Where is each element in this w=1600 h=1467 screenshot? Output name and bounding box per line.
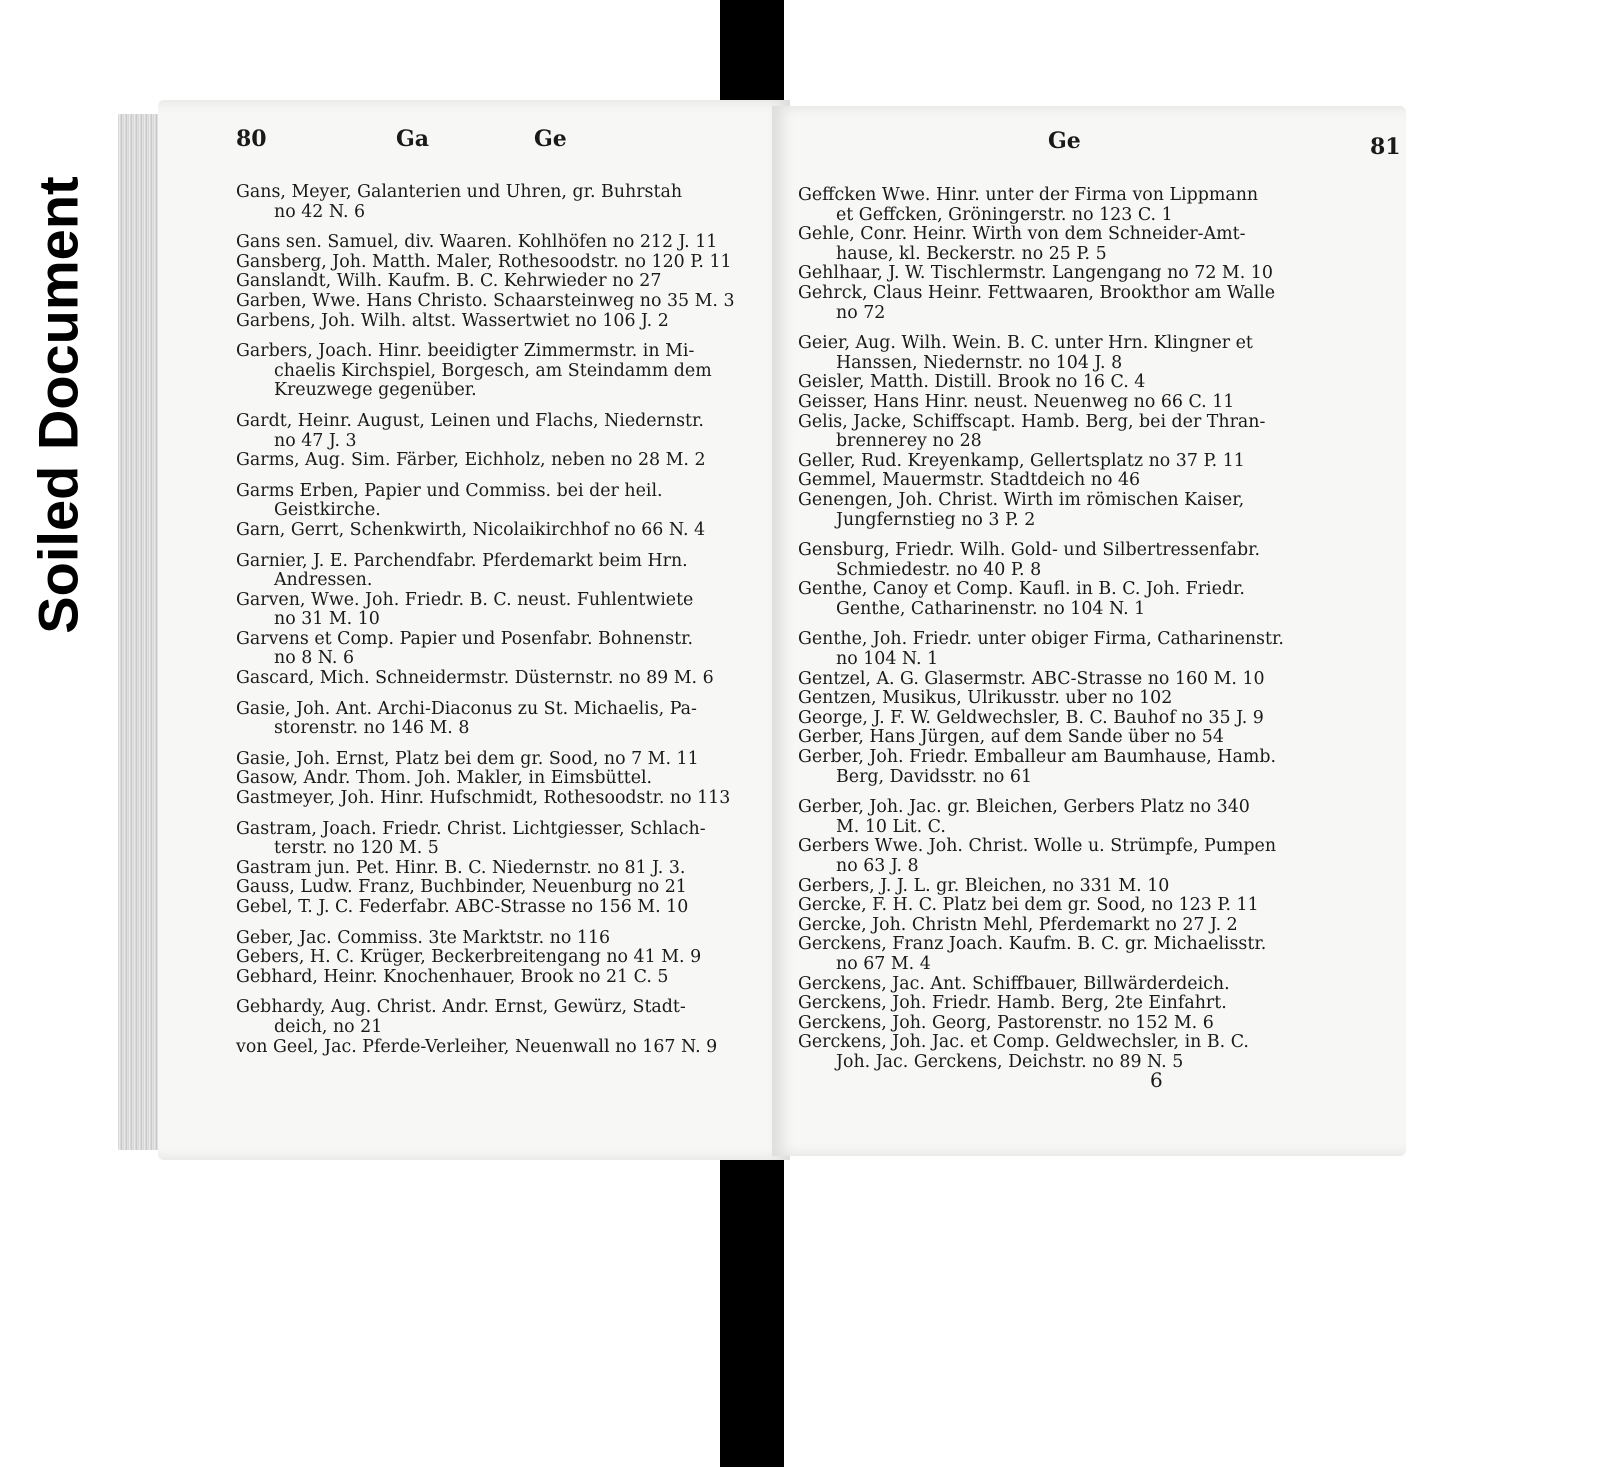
directory-entry: [798, 471, 1394, 491]
directory-entry: [798, 334, 1394, 373]
directory-entry: [798, 373, 1394, 393]
directory-entry: [798, 413, 1394, 452]
entry-line: Gemmel, Mauermstr. Stadtdeich no 46: [798, 470, 1141, 491]
entry-continuation-line: no 63 J. 8: [836, 856, 919, 876]
entry-continuation-line: terstr. no 120 M. 5: [274, 838, 439, 859]
entry-continuation-line: hause, kl. Beckerstr. no 25 P. 5: [836, 243, 1107, 264]
entry-continuation-line: M. 10 Lit. C.: [836, 816, 946, 837]
directory-entry: [236, 183, 784, 222]
directory-entry: [236, 272, 784, 292]
directory-entry: [236, 292, 784, 312]
entry-continuation-line: Berg, Davidsstr. no 61: [836, 766, 1033, 787]
entry-continuation-line: Genthe, Catharinenstr. no 104 N. 1: [836, 598, 1146, 619]
entry-line: Ganslandt, Wilh. Kaufm. B. C. Kehrwieder no 27: [236, 271, 662, 292]
directory-entry: [236, 789, 784, 809]
entry-line: Garvens et Comp. Papier und Posenfabr. Bohnenstr.: [236, 628, 694, 649]
directory-entry: [798, 935, 1394, 974]
directory-entry: [798, 541, 1394, 580]
entry-line: Garven, Wwe. Joh. Friedr. B. C. neust. Fuhlentwiete: [236, 589, 694, 610]
entry-line: Gerbers, J. J. L. gr. Bleichen, no 331 M. 10: [798, 875, 1170, 896]
entry-line: Gauss, Ludw. Franz, Buchbinder, Neuenburg no 21: [236, 877, 687, 898]
directory-entry: [236, 630, 784, 669]
entry-continuation-line: Andressen.: [274, 570, 373, 591]
entry-continuation-line: no 42 N. 6: [274, 201, 366, 222]
stamp-text: Soiled Document: [26, 176, 90, 634]
entry-continuation-line: Schmiedestr. no 40 P. 8: [836, 559, 1042, 580]
entry-line: Gehlhaar, J. W. Tischlermstr. Langengang no 72 M. 10: [798, 263, 1273, 284]
entry-line: Genthe, Canoy et Comp. Kaufl. in B. C. Joh. Friedr.: [798, 579, 1245, 600]
directory-entry: [798, 630, 1394, 669]
directory-entry: [798, 1033, 1394, 1072]
entry-line: Gasie, Joh. Ant. Archi-Diaconus zu St. Michaelis, Pa-: [236, 698, 697, 719]
directory-entry: [236, 859, 784, 879]
left-entries: [236, 183, 784, 1057]
directory-entry: [798, 393, 1394, 413]
entry-line: Gastram jun. Pet. Hinr. B. C. Niedernstr. no 81 J. 3.: [236, 857, 686, 878]
entry-line: Garbers, Joach. Hinr. beeidigter Zimmermstr. in Mi-: [236, 341, 695, 362]
directory-entry: [798, 709, 1394, 729]
entry-line: Gastram, Joach. Friedr. Christ. Lichtgiesser, Schlach-: [236, 818, 706, 839]
directory-entry: [236, 552, 784, 591]
entry-line: Gascard, Mich. Schneidermstr. Düsternstr. no 89 M. 6: [236, 668, 714, 689]
entry-continuation-line: brennerey no 28: [836, 431, 982, 452]
directory-entry: [236, 482, 784, 521]
directory-entry: [236, 669, 784, 689]
entry-line: Gehrck, Claus Heinr. Fettwaaren, Brookthor am Walle: [798, 282, 1276, 303]
directory-entry: [236, 1038, 784, 1058]
entry-line: Garben, Wwe. Hans Christo. Schaarsteinweg no 35 M. 3: [236, 290, 735, 311]
entry-continuation-line: Geistkirche.: [274, 500, 381, 521]
entry-continuation-line: deich, no 21: [274, 1016, 383, 1037]
directory-entry: [798, 670, 1394, 690]
directory-entry: [236, 412, 784, 451]
entry-line: Geller, Rud. Kreyenkamp, Gellertsplatz no 37 P. 11: [798, 450, 1245, 471]
entry-line: Gerber, Joh. Jac. gr. Bleichen, Gerbers Platz no 340: [798, 797, 1250, 818]
entry-line: Gensburg, Friedr. Wilh. Gold- und Silbertressenfabr.: [798, 540, 1261, 561]
entry-continuation-line: no 72: [836, 302, 886, 323]
entry-line: Gercke, F. H. C. Platz bei dem gr. Sood, no 123 P. 11: [798, 895, 1259, 916]
entry-line: Garms, Aug. Sim. Färber, Eichholz, neben no 28 M. 2: [236, 450, 706, 471]
directory-entry: [798, 896, 1394, 916]
entry-line: Garnier, J. E. Parchendfabr. Pferdemarkt beim Hrn.: [236, 550, 688, 571]
entry-continuation-line: no 8 N. 6: [274, 648, 355, 669]
entry-continuation-line: et Geffcken, Gröningerstr. no 123 C. 1: [836, 204, 1173, 225]
directory-entry: [798, 798, 1394, 837]
entry-line: Gardt, Heinr. August, Leinen und Flachs, Niedernstr.: [236, 410, 704, 431]
directory-entry: [236, 521, 784, 541]
entry-line: Gerbers Wwe. Joh. Christ. Wolle u. Strümpfe, Pumpen: [798, 836, 1277, 857]
directory-entry: [798, 689, 1394, 709]
entry-line: Gehle, Conr. Heinr. Wirth von dem Schneider-Amt-: [798, 224, 1246, 245]
entry-line: Gebhardy, Aug. Christ. Andr. Ernst, Gewürz, Stadt-: [236, 997, 686, 1018]
entry-line: Gebel, T. J. C. Federfabr. ABC-Strasse no 156 M. 10: [236, 897, 689, 917]
directory-entry: [798, 994, 1394, 1014]
entry-line: Gans sen. Samuel, div. Waaren. Kohlhöfen no 212 J. 11: [236, 232, 718, 253]
directory-entry: [236, 253, 784, 273]
directory-entry: [236, 898, 784, 918]
entry-line: Gastmeyer, Joh. Hinr. Hufschmidt, Rothesoodstr. no 113: [236, 788, 731, 809]
directory-entry: [798, 186, 1394, 225]
entry-line: Geier, Aug. Wilh. Wein. B. C. unter Hrn. Klingner et: [798, 333, 1253, 354]
entry-line: Garms Erben, Papier und Commiss. bei der heil.: [236, 480, 663, 501]
directory-entry: [236, 998, 784, 1037]
entry-line: Garbens, Joh. Wilh. altst. Wassertwiet no 106 J. 2: [236, 310, 669, 331]
directory-entry: [798, 1014, 1394, 1034]
soiled-document-stamp: [28, 150, 88, 660]
entry-continuation-line: chaelis Kirchspiel, Borgesch, am Steindamm dem: [274, 360, 712, 381]
left-page-number: 80: [236, 126, 267, 152]
entry-line: Geisser, Hans Hinr. neust. Neuenweg no 66 C. 11: [798, 391, 1235, 412]
entry-line: Gerckens, Joh. Georg, Pastorenstr. no 152 M. 6: [798, 1012, 1214, 1033]
entry-line: Gelis, Jacke, Schiffscapt. Hamb. Berg, bei der Thran-: [798, 411, 1266, 432]
entry-line: Garn, Gerrt, Schenkwirth, Nicolaikirchhof no 66 N. 4: [236, 519, 706, 540]
directory-entry: [236, 929, 784, 949]
directory-entry: [236, 591, 784, 630]
right-page-number: 81: [1370, 134, 1401, 160]
right-page: [772, 106, 1406, 1156]
entry-continuation-line: Kreuzwege gegenüber.: [274, 380, 477, 401]
directory-entry: [798, 225, 1394, 264]
entry-line: Geffcken Wwe. Hinr. unter der Firma von Lippmann: [798, 185, 1259, 205]
entry-continuation-line: Jungfernstieg no 3 P. 2: [836, 509, 1036, 530]
directory-entry: [236, 700, 784, 739]
left-header-ga: Ga: [396, 126, 430, 152]
entry-continuation-line: no 67 M. 4: [836, 953, 931, 974]
entry-line: Genengen, Joh. Christ. Wirth im römischen Kaiser,: [798, 489, 1245, 510]
directory-entry: [798, 284, 1394, 323]
directory-entry: [236, 451, 784, 471]
entry-line: Gasie, Joh. Ernst, Platz bei dem gr. Sood, no 7 M. 11: [236, 748, 699, 769]
entry-continuation-line: storenstr. no 146 M. 8: [274, 718, 470, 739]
entry-continuation-line: Hanssen, Niedernstr. no 104 J. 8: [836, 352, 1123, 373]
entry-continuation-line: no 104 N. 1: [836, 649, 939, 670]
binding-strip-top: [720, 0, 784, 102]
entry-continuation-line: no 31 M. 10: [274, 609, 380, 630]
directory-entry: [798, 491, 1394, 530]
entry-line: von Geel, Jac. Pferde-Verleiher, Neuenwall no 167 N. 9: [236, 1036, 718, 1057]
directory-entry: [798, 837, 1394, 876]
signature-mark: 6: [1150, 1068, 1163, 1092]
left-header-ge: Ge: [534, 126, 567, 152]
entry-line: Gentzel, A. G. Glasermstr. ABC-Strasse no 160 M. 10: [798, 668, 1265, 689]
directory-entry: [798, 264, 1394, 284]
directory-entry: [798, 748, 1394, 787]
directory-entry: [798, 877, 1394, 897]
directory-entry: [798, 975, 1394, 995]
binding-strip-bottom: [720, 1160, 784, 1467]
entry-line: Gerckens, Joh. Friedr. Hamb. Berg, 2te Einfahrt.: [798, 993, 1227, 1014]
directory-entry: [236, 968, 784, 988]
directory-entry: [236, 233, 784, 253]
entry-line: Gasow, Andr. Thom. Joh. Makler, in Eimsbüttel.: [236, 768, 653, 789]
directory-entry: [798, 452, 1394, 472]
directory-entry: [236, 342, 784, 401]
entry-line: Gerber, Joh. Friedr. Emballeur am Baumhause, Hamb.: [798, 747, 1276, 768]
entry-line: Gerckens, Joh. Jac. et Comp. Geldwechsler, in B. C.: [798, 1032, 1249, 1053]
right-header-ge: Ge: [1048, 128, 1081, 154]
entry-line: Gebers, H. C. Krüger, Beckerbreitengang no 41 M. 9: [236, 947, 702, 968]
entry-line: Gentzen, Musikus, Ulrikusstr. uber no 102: [798, 688, 1173, 709]
directory-entry: [798, 728, 1394, 748]
directory-entry: [236, 750, 784, 770]
directory-entry: [798, 580, 1394, 619]
entry-line: Genthe, Joh. Friedr. unter obiger Firma, Catharinenstr.: [798, 629, 1284, 650]
directory-entry: [236, 769, 784, 789]
entry-line: Gans, Meyer, Galanterien und Uhren, gr. Buhrstah: [236, 182, 683, 202]
left-page: [158, 100, 790, 1160]
directory-entry: [798, 916, 1394, 936]
entry-continuation-line: no 47 J. 3: [274, 430, 357, 451]
entry-line: Gerckens, Jac. Ant. Schiffbauer, Billwärderdeich.: [798, 973, 1230, 994]
open-book: [118, 100, 1416, 1160]
entry-line: Gansberg, Joh. Matth. Maler, Rothesoodstr. no 120 P. 11: [236, 251, 732, 272]
entry-line: Gebhard, Heinr. Knochenhauer, Brook no 21 C. 5: [236, 966, 669, 987]
directory-entry: [236, 948, 784, 968]
entry-line: Gerckens, Franz Joach. Kaufm. B. C. gr. Michaelisstr.: [798, 934, 1267, 955]
directory-entry: [236, 820, 784, 859]
entry-line: Geisler, Matth. Distill. Brook no 16 C. 4: [798, 372, 1146, 393]
entry-line: Gercke, Joh. Christn Mehl, Pferdemarkt no 27 J. 2: [798, 914, 1238, 935]
entry-line: George, J. F. W. Geldwechsler, B. C. Bauhof no 35 J. 9: [798, 707, 1264, 728]
directory-entry: [236, 878, 784, 898]
directory-entry: [236, 312, 784, 332]
entry-line: Gerber, Hans Jürgen, auf dem Sande über no 54: [798, 727, 1224, 748]
right-entries: [798, 186, 1394, 1073]
entry-continuation-line: Joh. Jac. Gerckens, Deichstr. no 89 N. 5: [836, 1051, 1184, 1072]
entry-line: Geber, Jac. Commiss. 3te Marktstr. no 116: [236, 927, 611, 948]
